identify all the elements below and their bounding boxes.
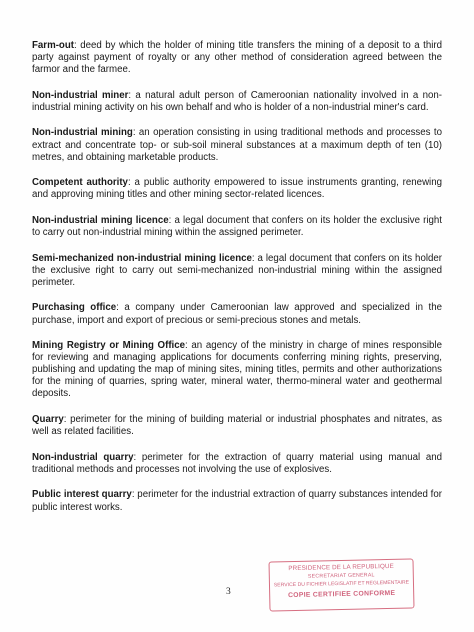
stamp-line-presidency: PRESIDENCE DE LA REPUBLIQUE — [288, 562, 394, 573]
definition-text: : an agency of the ministry in charge of mines responsible for reviewing and managing applications for documents conferring mining rights, preserving, publishing and updating the map of mining sites, mining titles, permits and other authorizations for the mining of quarries, spring water, mineral water, thermo-mineral water and geothermal deposits. — [32, 340, 442, 400]
page-number: 3 — [226, 587, 231, 597]
definition-farm-out — [32, 40, 442, 76]
definition-non-industrial-mining-licence — [32, 215, 442, 239]
definition-text: : perimeter for the industrial extraction of quarry substances intended for public interest works. — [32, 489, 442, 513]
definition-text: : a company under Cameroonian law approved and specialized in the purchase, import and export of precious or semi-precious stones and metals. — [32, 302, 442, 326]
definition-text: : a legal document that confers on its holder the exclusive right to carry out semi-mechanized non-industrial mining within the assigned perimeter. — [32, 252, 442, 288]
definition-text: : perimeter for the mining of building material or industrial phosphates and nitrates, as well as related facilities. — [32, 414, 442, 438]
definition-mining-registry — [32, 340, 442, 400]
definition-term: Quarry — [32, 414, 64, 426]
definition-semi-mechanized-licence — [32, 253, 442, 289]
definition-non-industrial-quarry — [32, 452, 442, 476]
certification-stamp — [268, 558, 414, 611]
definition-text: : perimeter for the extraction of quarry material using manual and traditional methods and processes not involving the use of explosives. — [32, 451, 442, 475]
definition-term: Non-industrial quarry — [32, 451, 134, 463]
definition-term: Purchasing office — [32, 302, 117, 314]
definition-term: Public interest quarry — [32, 489, 132, 501]
stamp-line-secretariat: SECRETARIAT GENERAL — [307, 572, 375, 580]
definition-text: : a public authority empowered to issue instruments granting, renewing and approving mining titles and other mining sector-related licences. — [32, 177, 442, 201]
definition-text: : a natural adult person of Cameroonian nationality involved in a non-industrial mining activity on his own behalf and who is holder of a non-industrial miner's card. — [32, 89, 443, 113]
definition-term: Non-industrial miner — [32, 89, 129, 101]
definition-non-industrial-mining — [32, 127, 442, 163]
definition-text: : a legal document that confers on its holder the exclusive right to carry out non-industrial mining within the assigned perimeter. — [32, 214, 442, 239]
definitions-list — [32, 40, 442, 527]
definition-term: Semi-mechanized non-industrial mining licence — [32, 252, 252, 264]
definition-term: Mining Registry or Mining Office — [32, 340, 186, 352]
definition-term: Non-industrial mining licence — [32, 214, 169, 226]
stamp-line-service: SERVICE DU FICHIER LEGISLATIF ET REGLEMENTAIRE — [273, 579, 410, 589]
definition-public-interest-quarry — [32, 489, 442, 513]
stamp-line-certified-copy: COPIE CERTIFIEE CONFORME — [287, 589, 396, 599]
definition-text: : an operation consisting in using traditional methods and processes to extract and concentrate top- or sub-soil mineral substances at a maximum depth of ten (10) metres, and obtaining marketable products. — [32, 127, 442, 163]
definition-competent-authority — [32, 177, 442, 201]
definition-term: Competent authority — [32, 177, 128, 189]
definition-non-industrial-miner — [32, 90, 442, 114]
definition-text: : deed by which the holder of mining title transfers the mining of a deposit to a third party against payment of royalty or any other method of consideration agreed between the farmor and the farmee. — [32, 40, 442, 76]
definition-quarry — [32, 414, 442, 438]
definition-purchasing-office — [32, 302, 442, 326]
definition-term: Non-industrial mining — [32, 127, 133, 139]
definition-term: Farm-out — [32, 40, 74, 51]
